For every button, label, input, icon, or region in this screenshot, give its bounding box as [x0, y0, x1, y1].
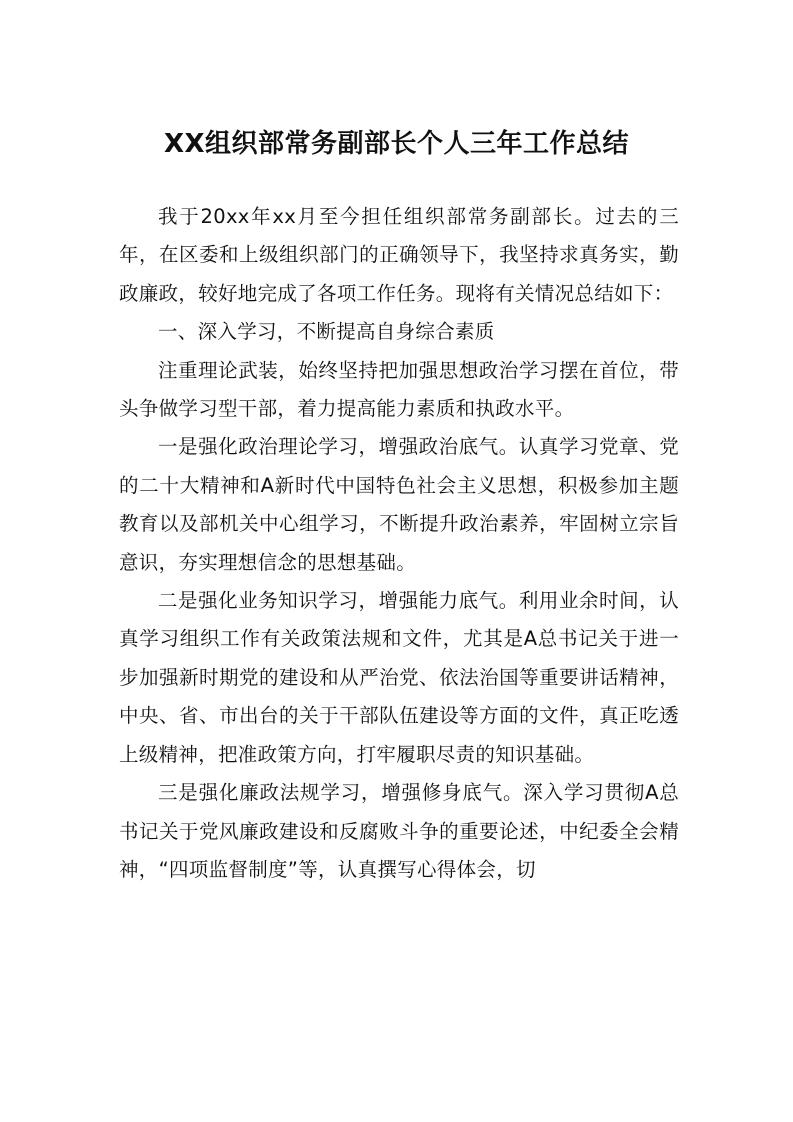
section-heading-1: 一、深入学习，不断提高自身综合素质: [158, 320, 495, 344]
paragraph-integrity-study: 三是强化廉政法规学习，增强修身底气。深入学习贯彻A总书记关于党风廉政建设和反腐败斗争的重要论述，中纪委全会精神，“四项监督制度”等，认真撰写心得体会，切: [119, 781, 679, 881]
paragraph-business-study: 二是强化业务知识学习，增强能力底气。利用业余时间，认真学习组织工作有关政策法规和文件，尤其是A总书记关于进一步加强新时期党的建设和从严治党、依法治国等重要讲话精神，中央、省、市出台的关于干部队伍建设等方面的文件，真正吃透上级精神，把准政策方向，打牢履职尽责的知识基础。: [119, 589, 679, 766]
document-body: [119, 198, 679, 889]
paragraph-intro: 我于20xx年xx月至今担任组织部常务副部长。过去的三年，在区委和上级组织部门的正确领导下，我坚持求真务实，勤政廉政，较好地完成了各项工作任务。现将有关情况总结如下：: [119, 205, 679, 305]
paragraph-political-study: 一是强化政治理论学习，增强政治底气。认真学习党章、党的二十大精神和A新时代中国特色社会主义思想，积极参加主题教育以及部机关中心组学习，不断提升政治素养，牢固树立宗旨意识，夯实理想信念的思想基础。: [119, 435, 679, 574]
document-title: XX组织部常务副部长个人三年工作总结: [163, 129, 630, 159]
paragraph-theory: 注重理论武装，始终坚持把加强思想政治学习摆在首位，带头争做学习型干部，着力提高能力素质和执政水平。: [119, 358, 679, 421]
